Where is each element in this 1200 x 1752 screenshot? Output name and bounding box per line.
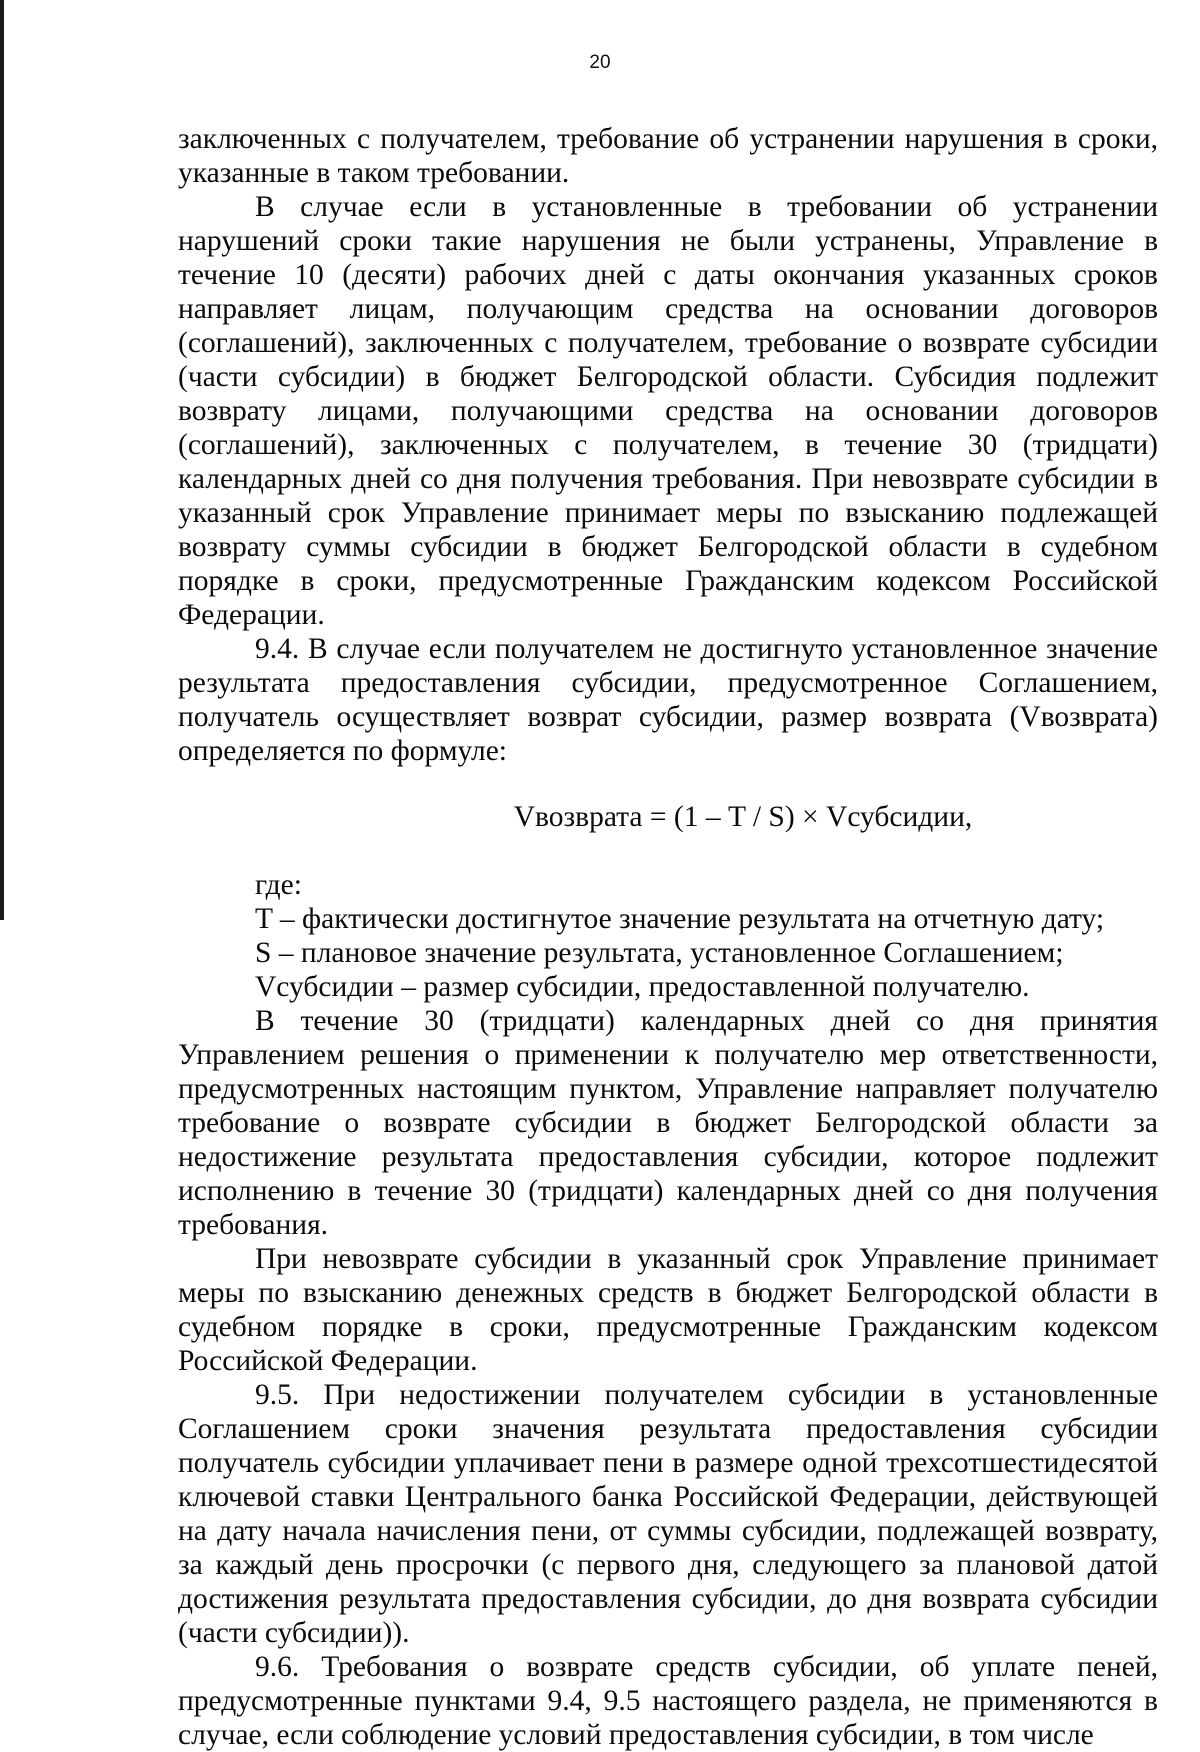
paragraph-9-5: 9.5. При недостижении получателем субсидии в установленные Соглашением сроки значения результата предоставления субсидии получатель субсидии уплачивает пени в размере одной трехсотшестидесятой ключевой ставки Центрального банка Российской Федерации, действующей на дату начала начисления пени, от суммы субсидии, подлежащей возврату, за каждый день просрочки (с первого дня, следующего за плановой датой достижения результата предоставления субсидии, до дня возврата субсидии (части субсидии)). — [178, 1379, 1158, 1649]
paragraph-non-return: При невозврате субсидии в указанный срок Управление принимает меры по взысканию денежных средств в бюджет Белгородской области в судебном порядке в сроки, предусмотренные Гражданским кодексом Российской Федерации. — [178, 1243, 1158, 1377]
document-body — [178, 122, 1158, 1752]
scan-edge — [0, 0, 4, 920]
paragraph-continuation: заключенных с получателем, требование об устранении нарушения в сроки, указанные в таком требовании. — [178, 123, 1158, 189]
page-number: 20 — [589, 52, 611, 73]
paragraph-violation-refund: В случае если в установленные в требовании об устранении нарушений сроки такие нарушения не были устранены, Управление в течение 10 (десяти) рабочих дней с даты окончания указанных сроков направляет лицам, получающим средства на основании договоров (соглашений), заключенных с получателем, требование о возврате субсидии (части субсидии) в бюджет Белгородской области. Субсидия подлежит возврату лицами, получающими средства на основании договоров (соглашений), заключенных с получателем, в течение 30 (тридцати) календарных дней со дня получения требования. При невозврате субсидии в указанный срок Управление принимает меры по взысканию подлежащей возврату суммы субсидии в бюджет Белгородской области в судебном порядке в сроки, предусмотренные Гражданским кодексом Российской Федерации. — [178, 191, 1158, 631]
definition-v: Vсубсидии – размер субсидии, предоставленной получателю. — [255, 971, 1030, 1003]
paragraph-9-4: 9.4. В случае если получателем не достигнуто установленное значение результата предоставления субсидии, предусмотренное Соглашением, получатель осуществляет возврат субсидии, размер возврата (Vвозврата) определяется по формуле: — [178, 633, 1158, 767]
refund-formula: Vвозврата = (1 – T / S) × Vсубсидии, — [513, 801, 973, 833]
paragraph-30-days-demand: В течение 30 (тридцати) календарных дней со дня принятия Управлением решения о применении к получателю мер ответственности, предусмотренных настоящим пунктом, Управление направляет получателю требование о возврате субсидии в бюджет Белгородской области за недостижение результата предоставления субсидии, которое подлежит исполнению в течение 30 (тридцати) календарных дней со дня получения требования. — [178, 1005, 1158, 1241]
formula-where-label: где: — [255, 869, 302, 901]
definition-t: T – фактически достигнутое значение результата на отчетную дату; — [255, 903, 1105, 935]
definition-s: S – плановое значение результата, установленное Соглашением; — [255, 937, 1064, 969]
paragraph-9-6: 9.6. Требования о возврате средств субсидии, об уплате пеней, предусмотренные пунктами 9.4, 9.5 настоящего раздела, не применяются в случае, если соблюдение условий предоставления субсидии, в том числе — [178, 1651, 1158, 1751]
